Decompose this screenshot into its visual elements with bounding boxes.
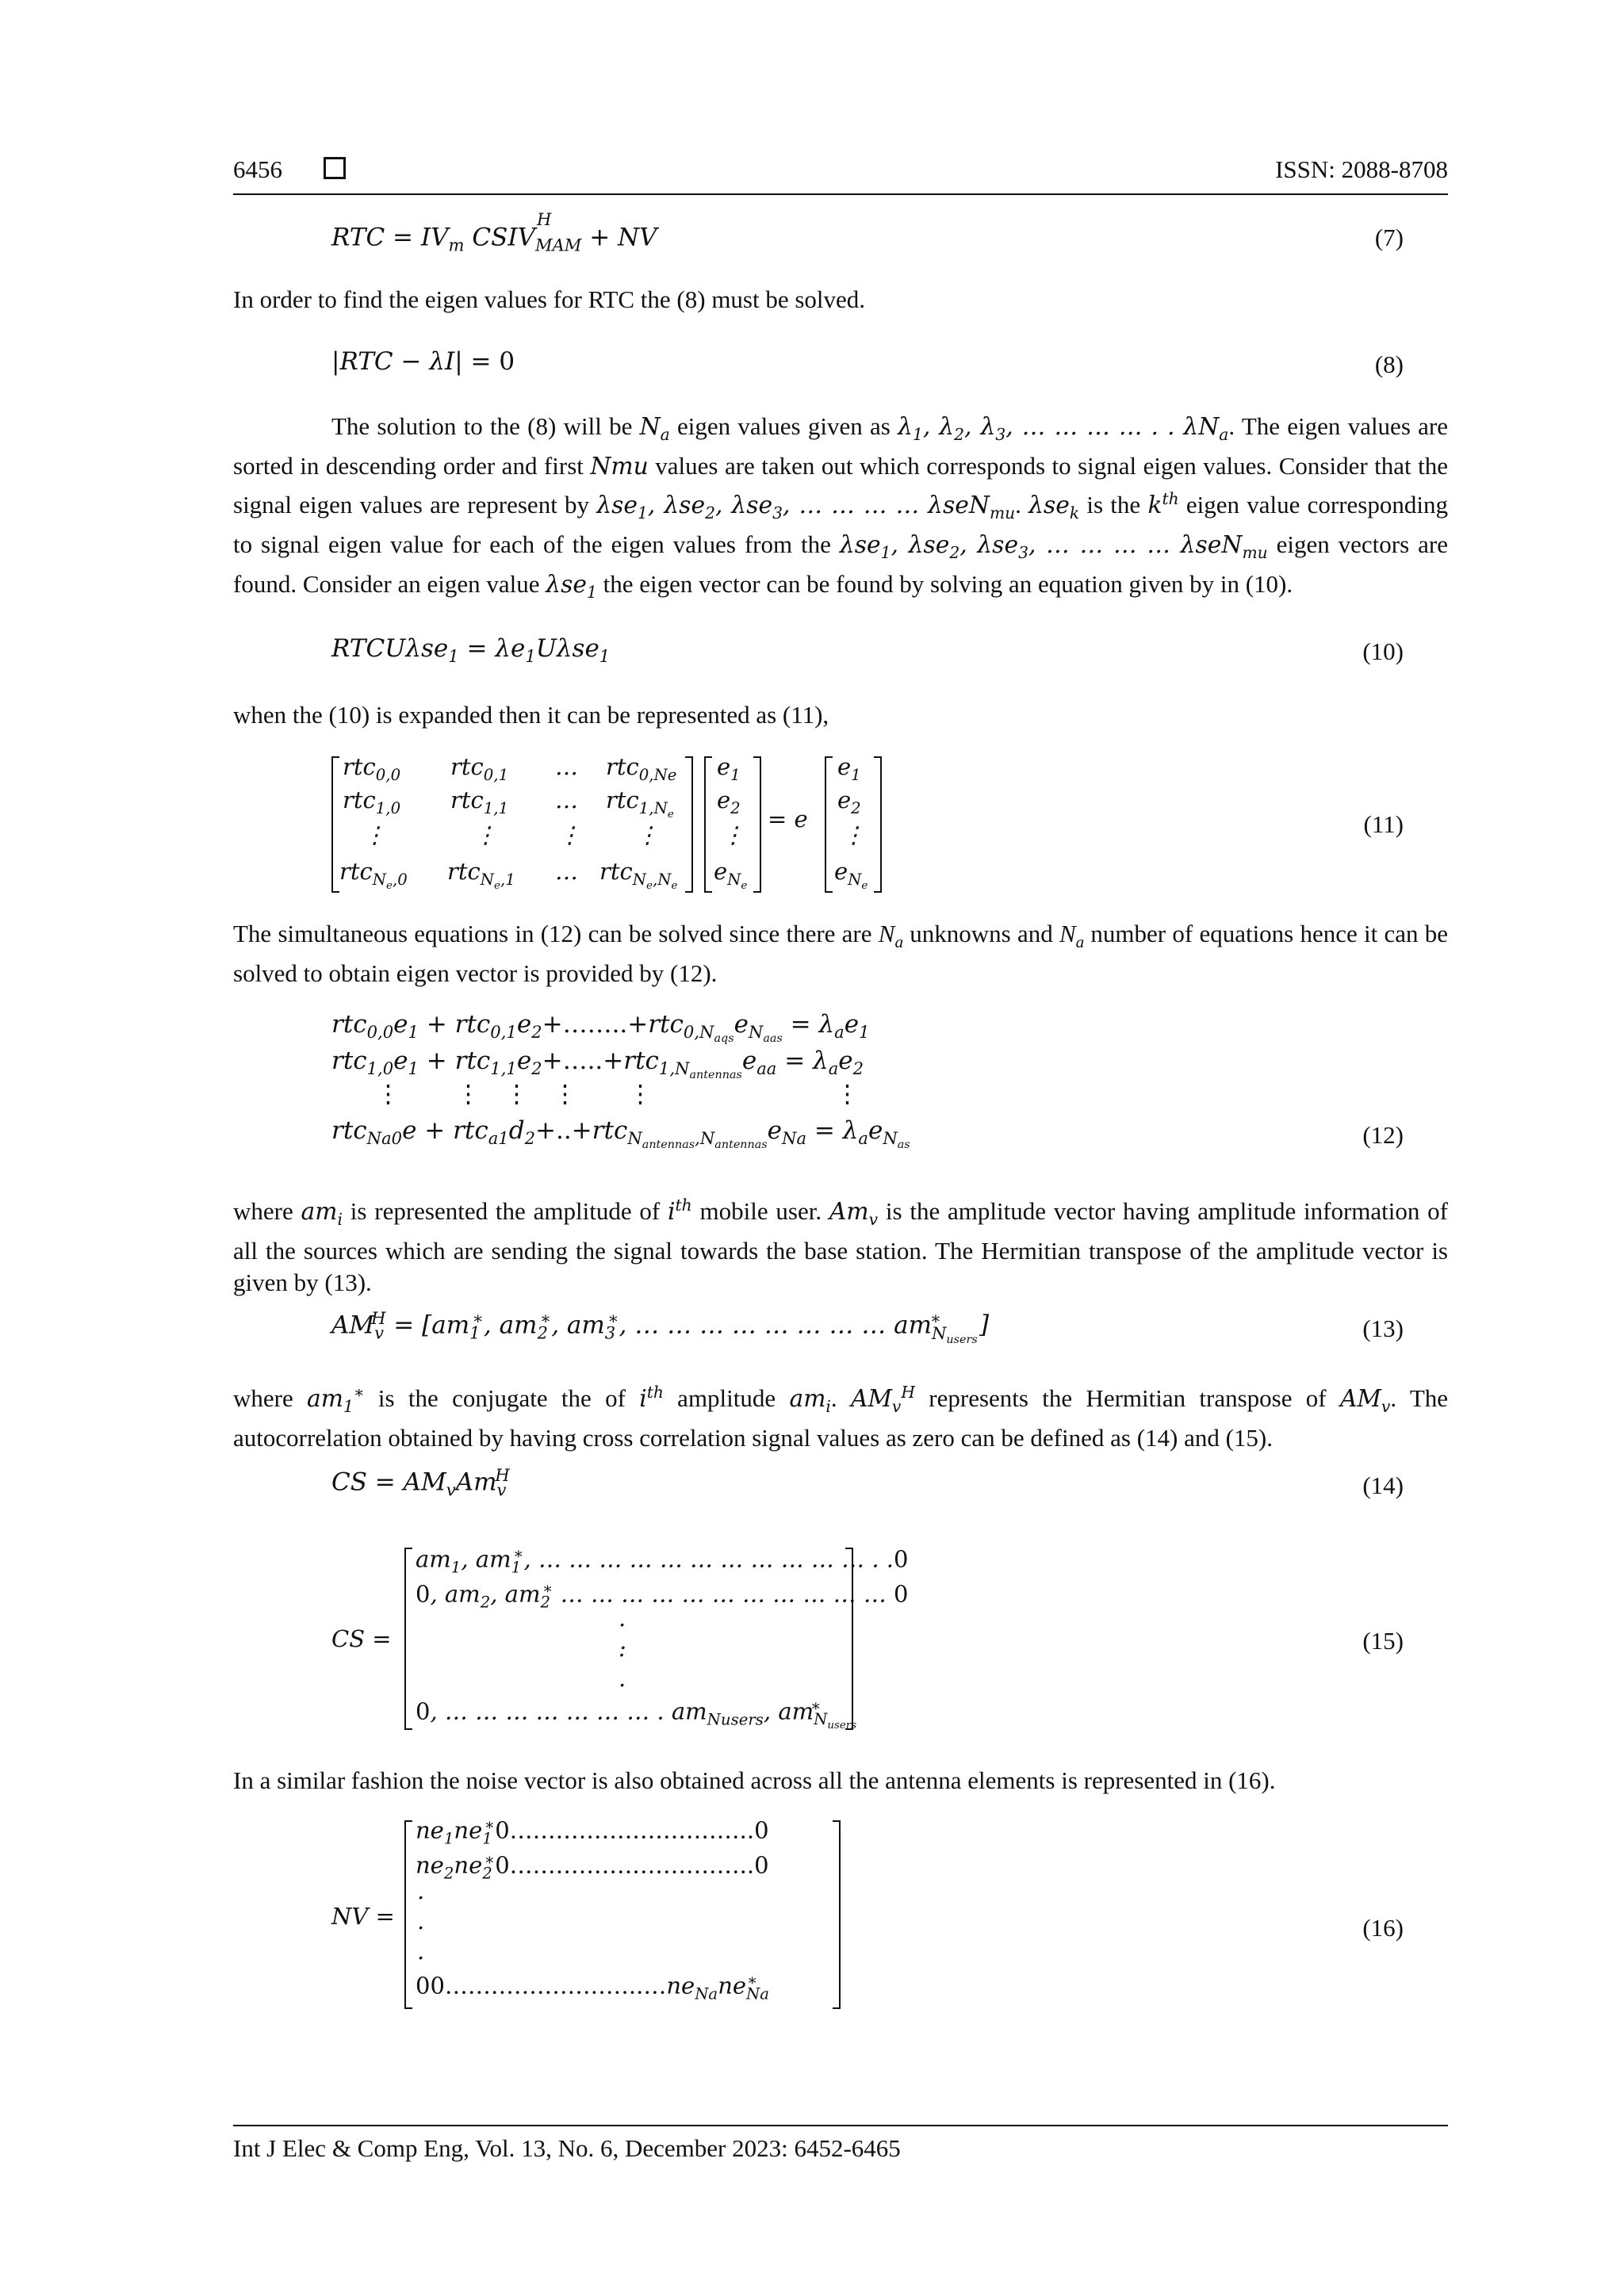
equation-15: CS = $am_1$, $am_1^∗$, … … … … … … … … … … … . .0 0, $am_2$, $am_2^∗$ … … … … … … … … … … … 0 . : . 0, … … … … … … … . $am_{Nusers}$, $am_{N_{users}}^∗$ [331,1544,909,1732]
journal-footer: Int J Elec & Comp Eng, Vol. 13, No. 6, December 2023: 6452-6465 [233,2134,901,2162]
page-number: 6456 [233,155,282,183]
equation-13-number: (13) [1362,1314,1404,1342]
paragraph-7: In a similar fashion the noise vector is also obtained across all the antenna elements is represented in (16). [233,1766,1276,1794]
equation-12-dots: ⋮ ⋮ ⋮ ⋮ ⋮ ⋮ [376,1080,860,1108]
equation-16: NV = $ne_1ne_1^∗0\dots\dots\dots\dots\dots\dots\dots\dots\dots\dots..0$ $ne_2ne_2^∗0\dots\dots\dots\dots\dots\dots\dots\dots\dots\dots..0$ . . . $00\dots\dots\dots\dots\dots\dots\dots\dots..\dots ne_{Na}ne_{Na}^∗$ [331,1816,855,2014]
issn: ISSN: 2088-8708 [1275,155,1448,183]
paragraph-5: where $am_i$ is represented the amplitude of $i^{th}$ mobile user. $Am_v$ is the amplitude vector having amplitude information of all the sources which are sending the signal towards the base station. The Hermitian transpose of the amplitude vector is given by (13). [233,1196,1449,1296]
equation-11: rtc$_{0,0}$ rtc$_{0,1}$ … rtc$_{0,Ne}$ rtc$_{1,0}$ rtc$_{1,1}$ … rtc$_{1,N_e}$ ⋮ ⋮ ⋮ ⋮ rtc$_{N_e,0}$ rtc$_{N_e,1}$ … rtc$_{N_e,N_e}$ $e_1$ $e_2$ ⋮ $e_{N_e}$ = e $e_1$ $e_2$ ⋮ $e_{N_e}$ [331,753,902,896]
header-rule [233,193,1448,195]
paragraph-2: The solution to the (8) will be $N_a$ eigen values given as $\lambda_1$, $\lambda_2$, $\lambda_3$, … … … … . . $\lambda N_a$. The eigen values are sorted in descending order and first Nmu values are taken out which corresponds to signal eigen values. Consider that the signal eigen values are represent by λse$_1$, λse$_2$, λse$_3$, … … … … λseN$_{mu}$. λse$_k$ is the $k^{th}$ eigen value corresponding to signal eigen value for each of the eigen values from the λse$_1$, λse$_2$, λse$_3$, … … … … λseN$_{mu}$ eigen vectors are found. Consider an eigen value λse$_1$ the eigen vector can be found by solving an equation given by in (10). [233,412,1448,602]
square-icon [324,157,346,179]
equation-7: RTC = $IV_m$ CSIV $^H$ $_{MAM}$ + NV [331,209,657,255]
equation-12-line-3: $rtc_{Na0}e + rtc_{a1}d_2+..+rtc_{N_{antennas},N_{antennas}}e_{Na} = \lambda_ae_{N_{as}}$ [331,1116,910,1152]
equation-14-number: (14) [1362,1471,1404,1499]
paragraph-3: when the (10) is expanded then it can be represented as (11), [233,701,829,729]
equation-10-number: (10) [1362,637,1404,665]
paragraph-4: The simultaneous equations in (12) can be solved since there are $N_a$ unknowns and $N_a$ number of equations hence it can be solved to obtain eigen vector is provided by (12). [233,920,1449,988]
equation-7-number: (7) [1374,224,1404,251]
equation-12-line-1: $rtc_{0,0}e_1$ + $rtc_{0,1}e_2+\dots\dots..+rtc_{0,N_{aqs}}e_{N_{aas}} = \lambda_ae_1$ [331,1010,870,1046]
equation-12-number: (12) [1362,1121,1404,1149]
equation-13: $AM_v^H = [am_1^∗$, $am_2^∗$, $am_3^∗$, … … … … … … … … $am_{N_{users}}^∗$ ] [331,1308,990,1346]
equation-14: CS = $AM_vAm_v^H$ [331,1465,510,1500]
running-header [233,155,1448,190]
equation-15-number: (15) [1362,1627,1404,1655]
paragraph-6: where $am_1^∗$ is the conjugate the of $i^{th}$ amplitude $am_i$. $AM_v^H$ represents the Hermitian transpose of $AM_v$. The autocorrelation obtained by having cross correlation signal values as zero can be defined as (14) and (15). [233,1383,1449,1452]
equation-10: RTCUλse$_1$ = $\lambda e_1U\lambda se_1$ [331,634,611,667]
equation-16-number: (16) [1362,1914,1404,1942]
equation-11-number: (11) [1363,810,1404,838]
equation-12-line-2: $rtc_{1,0}e_1$ + $rtc_{1,1}e_2+\dots..+rtc_{1,N_{antennas}}e_{aa} = \lambda_ae_2$ [331,1047,864,1082]
equation-8-number: (8) [1374,350,1404,378]
footer-rule [233,2125,1448,2126]
paragraph-1: In order to find the eigen values for RTC the (8) must be solved. [233,285,866,313]
equation-8: |RTC − λI| = 0 [331,347,515,376]
